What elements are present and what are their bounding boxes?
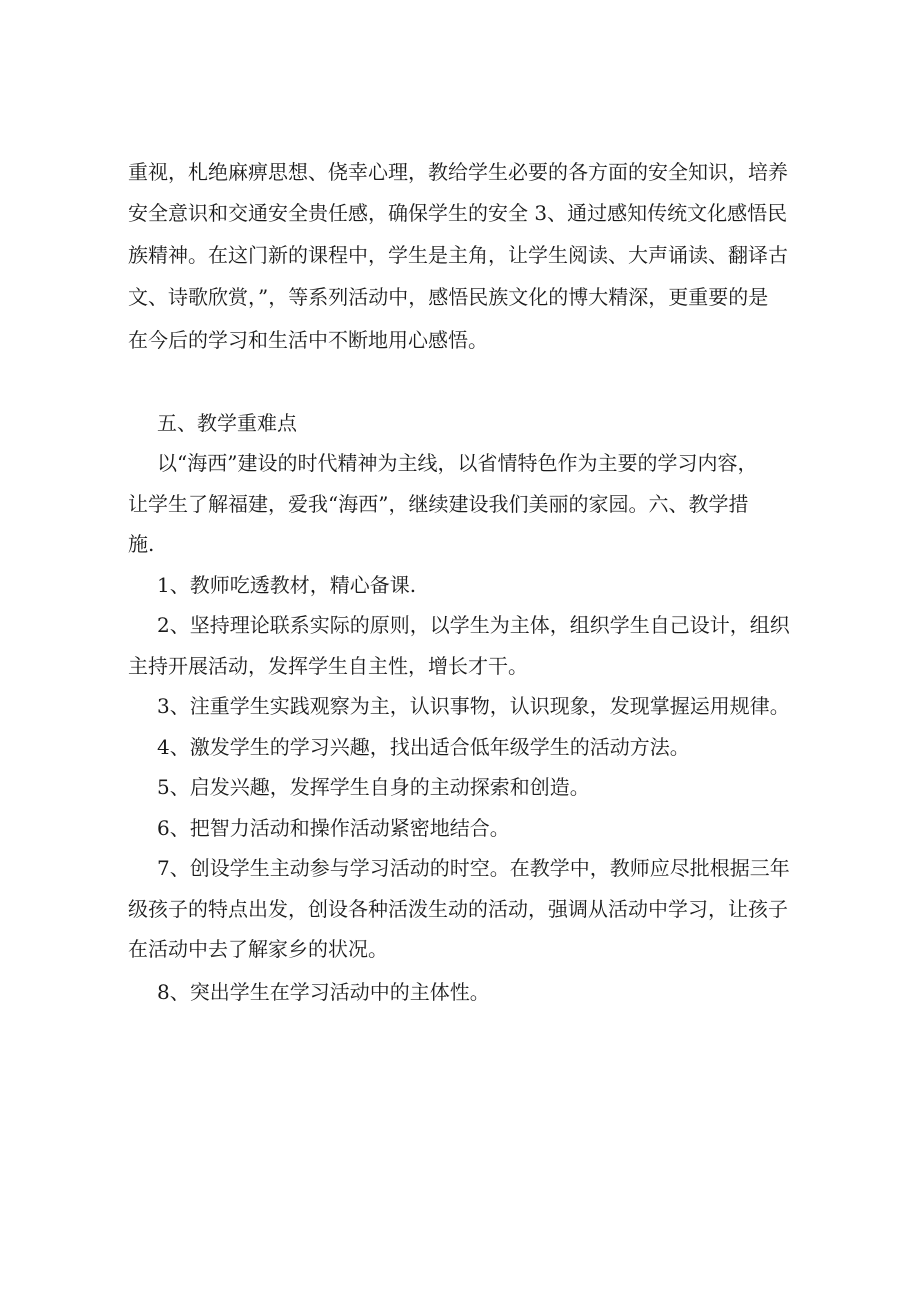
section-heading: 五、教学重难点 [157,411,297,435]
list-item-continuation: 在活动中去了解家乡的状况。 [128,937,388,961]
paragraph-line: 在今后的学习和生活中不断地用心感悟。 [128,328,488,352]
paragraph-line: 让学生了解福建，爱我“海西”，继续建设我们美丽的家园。六、教学措 [128,492,749,516]
list-item-continuation: 级孩子的特点出发，创设各种活泼生动的活动，强调从活动中学习，让孩子 [128,897,788,921]
list-item: 2、坚持理论联系实际的原则，以学生为主体，组织学生自己设计，组织 [157,613,790,637]
paragraph-line: 以“海西”建设的时代精神为主线，以省情特色作为主要的学习内容， [157,451,758,475]
list-item: 7、创设学生主动参与学习活动的时空。在教学中，教师应尽批根据三年 [157,856,790,880]
list-item: 8、突出学生在学习活动中的主体性。 [157,980,490,1004]
list-item: 5、启发兴趣，发挥学生自身的主动探索和创造。 [157,775,590,799]
paragraph-line: 施. [128,532,155,556]
list-item: 1、教师吃透教材，精心备课. [157,573,417,597]
paragraph-line: 族精神。在这门新的课程中，学生是主角，让学生阅读、大声诵读、翻译古 [128,243,788,267]
list-item-continuation: 主持开展活动，发挥学生自主性，增长才干。 [128,654,528,678]
list-item: 6、把智力活动和操作活动紧密地结合。 [157,816,510,840]
list-item: 4、激发学生的学习兴趣，找出适合低年级学生的活动方法。 [157,735,690,759]
paragraph-line: 安全意识和交通安全贵任感，确保学生的安全 3、通过感知传统文化感悟民 [128,201,788,225]
paragraph-line: 重视，札绝麻痹思想、侥幸心理，教给学生必要的各方面的安全知识，培养 [128,160,788,184]
paragraph-line: 文、诗歌欣赏，”，等系列活动中，感悟民族文化的博大精深，更重要的是 [128,285,769,309]
list-item: 3、注重学生实践观察为主，认识事物，认识现象，发现掌握运用规律。 [157,694,790,718]
